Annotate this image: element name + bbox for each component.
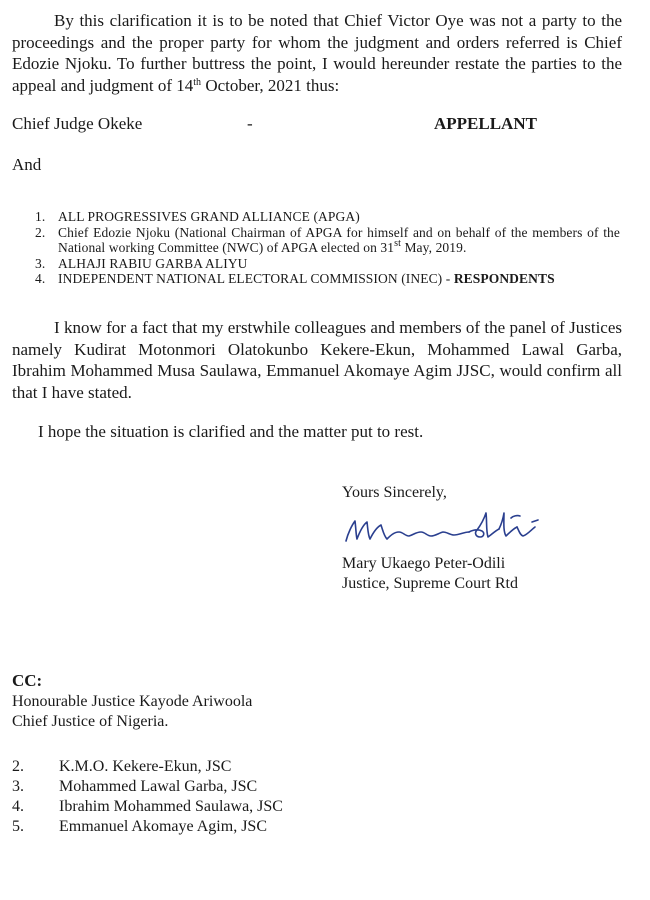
list-item: [0, 256, 620, 272]
list-item-text: Chief Edozie Njoku (National Chairman of APGA for himself and on behalf of the members of the National working Committee (NWC) of APGA elected on 31: [58, 224, 620, 255]
intro-paragraph: [12, 10, 622, 96]
cc-item-number: 2.: [12, 758, 24, 775]
cc-primary-title: Chief Justice of Nigeria.: [12, 713, 169, 730]
signatory-name: Mary Ukaego Peter-Odili: [342, 555, 506, 572]
confirmation-paragraph: [12, 317, 622, 403]
respondents-role: RESPONDENTS: [453, 271, 555, 286]
confirmation-text: I know for a fact that my erstwhile colleagues and members of the panel of Justices namely Kudirat Motonmori Olatokunbo Kekere-Ekun, Mohammed Lawal Garba, Ibrahim Mohammed Musa Saulawa, Emmanuel Akomaye Agim JJSC, would confirm all that I have stated.: [12, 318, 622, 402]
appellant-dash: -: [247, 114, 253, 133]
intro-text-end: October, 2021 thus:: [201, 75, 340, 95]
list-item: [0, 225, 620, 256]
list-item-number: 2.: [35, 224, 46, 240]
intro-superscript: th: [193, 76, 202, 88]
closing-paragraph: [12, 421, 622, 443]
cc-item-name: Ibrahim Mohammed Saulawa, JSC: [59, 798, 283, 815]
list-item-text-end: May, 2019.: [400, 240, 467, 255]
cc-primary-name: Honourable Justice Kayode Ariwoola: [12, 693, 253, 710]
cc-item-name: Mohammed Lawal Garba, JSC: [59, 778, 258, 795]
list-item-superscript: st: [394, 238, 401, 249]
list-item-number: 4.: [35, 271, 46, 286]
appellant-role: APPELLANT: [434, 114, 537, 133]
list-item-text: INDEPENDENT NATIONAL ELECTORAL COMMISSION (INEC) -: [58, 271, 454, 286]
list-item: [0, 209, 620, 225]
and-word: And: [12, 155, 42, 174]
list-item-number: 1.: [35, 209, 46, 224]
cc-item-number: 3.: [12, 778, 24, 795]
list-item-number: 3.: [35, 255, 46, 271]
appellant-name: Chief Judge Okeke: [12, 114, 143, 133]
cc-item-name: K.M.O. Kekere-Ekun, JSC: [59, 758, 232, 775]
cc-item-number: 5.: [12, 818, 24, 835]
cc-item-name: Emmanuel Akomaye Agim, JSC: [59, 818, 267, 835]
intro-text: By this clarification it is to be noted that Chief Victor Oye was not a party to the proceedings and the proper party for whom the judgment and orders referred is Chief Edozie Njoku. To further buttress the point, I would hereunder restate the parties to the appeal and judgment of 14: [12, 11, 622, 95]
list-item-text: ALL PROGRESSIVES GRAND ALLIANCE (APGA): [58, 209, 360, 224]
cc-item-number: 4.: [12, 798, 24, 815]
signatory-title: Justice, Supreme Court Rtd: [342, 575, 518, 592]
respondents-list: [0, 209, 650, 287]
closing-text: I hope the situation is clarified and the matter put to rest.: [38, 422, 424, 441]
handwritten-signature: [343, 505, 563, 551]
salutation: Yours Sincerely,: [342, 484, 447, 501]
cc-label: CC:: [12, 671, 43, 690]
list-item-text: ALHAJI RABIU GARBA ALIYU: [58, 255, 248, 271]
list-item: [0, 271, 620, 287]
